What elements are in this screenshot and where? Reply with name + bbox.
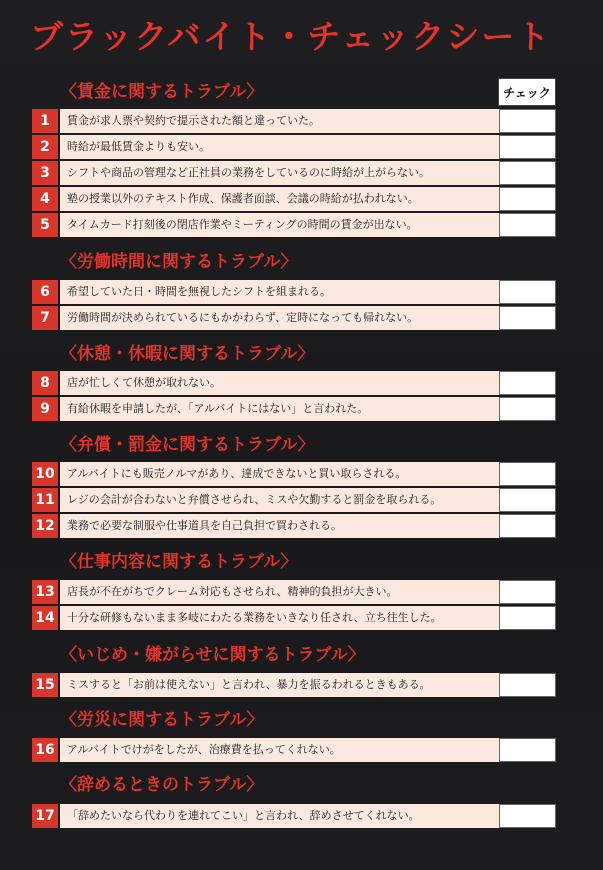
checklist-row (32, 187, 558, 211)
checklist-row (32, 606, 558, 630)
checklist-row (32, 109, 558, 133)
check-box[interactable] (499, 161, 556, 185)
item-text: 十分な研修もないまま多岐にわたる業務をいきなり任され、立ち往生した。 (60, 606, 526, 630)
checklist-row (32, 738, 558, 762)
item-text: 塾の授業以外のテキスト作成、保護者面談、会議の時給が払われない。 (60, 187, 526, 211)
check-box[interactable] (499, 673, 556, 697)
item-text: タイムカード打刻後の閉店作業やミーティングの時間の賃金が出ない。 (60, 213, 526, 237)
check-box[interactable] (499, 397, 556, 421)
checklist-row (32, 462, 558, 486)
item-number: 9 (32, 397, 58, 421)
check-column-header: チェック (498, 78, 556, 106)
item-text: 労働時間が決められているにもかかわらず、定時になっても帰れない。 (60, 306, 526, 330)
item-text: 希望していた日・時間を無視したシフトを組まれる。 (60, 280, 526, 304)
item-number: 11 (32, 488, 58, 512)
check-box[interactable] (499, 109, 556, 133)
item-number: 4 (32, 187, 58, 211)
item-text: 賃金が求人票や契約で提示された額と違っていた。 (60, 109, 526, 133)
checklist-row (32, 580, 558, 604)
item-text: ミスすると「お前は使えない」と言われ、暴力を振るわれるときもある。 (60, 673, 526, 697)
check-box[interactable] (499, 135, 556, 159)
item-number: 8 (32, 371, 58, 395)
item-number: 10 (32, 462, 58, 486)
item-text: 時給が最低賃金よりも安い。 (60, 135, 526, 159)
check-box[interactable] (499, 306, 556, 330)
category-heading-wages: 〈賃金に関するトラブル〉 (60, 82, 264, 102)
check-box[interactable] (499, 488, 556, 512)
category-heading-quitting: 〈辞めるときのトラブル〉 (60, 775, 264, 795)
item-number: 17 (32, 804, 58, 828)
item-text: シフトや商品の管理など正社員の業務をしているのに時給が上がらない。 (60, 161, 526, 185)
checklist-row (32, 213, 558, 237)
check-box[interactable] (499, 371, 556, 395)
item-text: 業務で必要な制服や仕事道具を自己負担で買わされる。 (60, 514, 526, 538)
page-title: ブラックバイト・チェックシート (30, 17, 552, 56)
item-number: 7 (32, 306, 58, 330)
checklist-row (32, 280, 558, 304)
item-number: 3 (32, 161, 58, 185)
item-number: 16 (32, 738, 58, 762)
item-text: 有給休暇を申請したが、「アルバイトにはない」と言われた。 (60, 397, 526, 421)
check-box[interactable] (499, 580, 556, 604)
check-box[interactable] (499, 462, 556, 486)
category-heading-workplace-injury: 〈労災に関するトラブル〉 (60, 710, 264, 730)
checklist-row (32, 673, 558, 697)
item-number: 12 (32, 514, 58, 538)
category-heading-compensation-fines: 〈弁償・罰金に関するトラブル〉 (60, 435, 315, 455)
item-text: アルバイトにも販売ノルマがあり、達成できないと買い取らされる。 (60, 462, 526, 486)
item-number: 1 (32, 109, 58, 133)
category-heading-job-content: 〈仕事内容に関するトラブル〉 (60, 552, 298, 572)
check-box[interactable] (499, 280, 556, 304)
item-number: 14 (32, 606, 58, 630)
item-text: 「辞めたいなら代わりを連れてこい」と言われ、辞めさせてくれない。 (60, 804, 526, 828)
item-number: 5 (32, 213, 58, 237)
item-number: 6 (32, 280, 58, 304)
item-text: 店長が不在がちでクレーム対応もさせられ、精神的負担が大きい。 (60, 580, 526, 604)
item-number: 2 (32, 135, 58, 159)
check-box[interactable] (499, 606, 556, 630)
category-heading-harassment: 〈いじめ・嫌がらせに関するトラブル〉 (60, 645, 365, 665)
check-box[interactable] (499, 187, 556, 211)
check-box[interactable] (499, 738, 556, 762)
checklist-row (32, 161, 558, 185)
item-text: 店が忙しくて休憩が取れない。 (60, 371, 526, 395)
item-number: 13 (32, 580, 58, 604)
checklist-row (32, 397, 558, 421)
check-box[interactable] (499, 804, 556, 828)
item-text: レジの会計が合わないと弁償させられ、ミスや欠勤すると罰金を取られる。 (60, 488, 526, 512)
checklist-row (32, 488, 558, 512)
checklist-row (32, 306, 558, 330)
item-text: アルバイトでけがをしたが、治療費を払ってくれない。 (60, 738, 526, 762)
checklist-row (32, 804, 558, 828)
check-box[interactable] (499, 213, 556, 237)
check-box[interactable] (499, 514, 556, 538)
item-number: 15 (32, 673, 58, 697)
checklist-row (32, 135, 558, 159)
checklist-row (32, 514, 558, 538)
category-heading-breaks-leave: 〈休憩・休暇に関するトラブル〉 (60, 344, 315, 364)
category-heading-working-hours: 〈労働時間に関するトラブル〉 (60, 252, 298, 272)
checklist-row (32, 371, 558, 395)
